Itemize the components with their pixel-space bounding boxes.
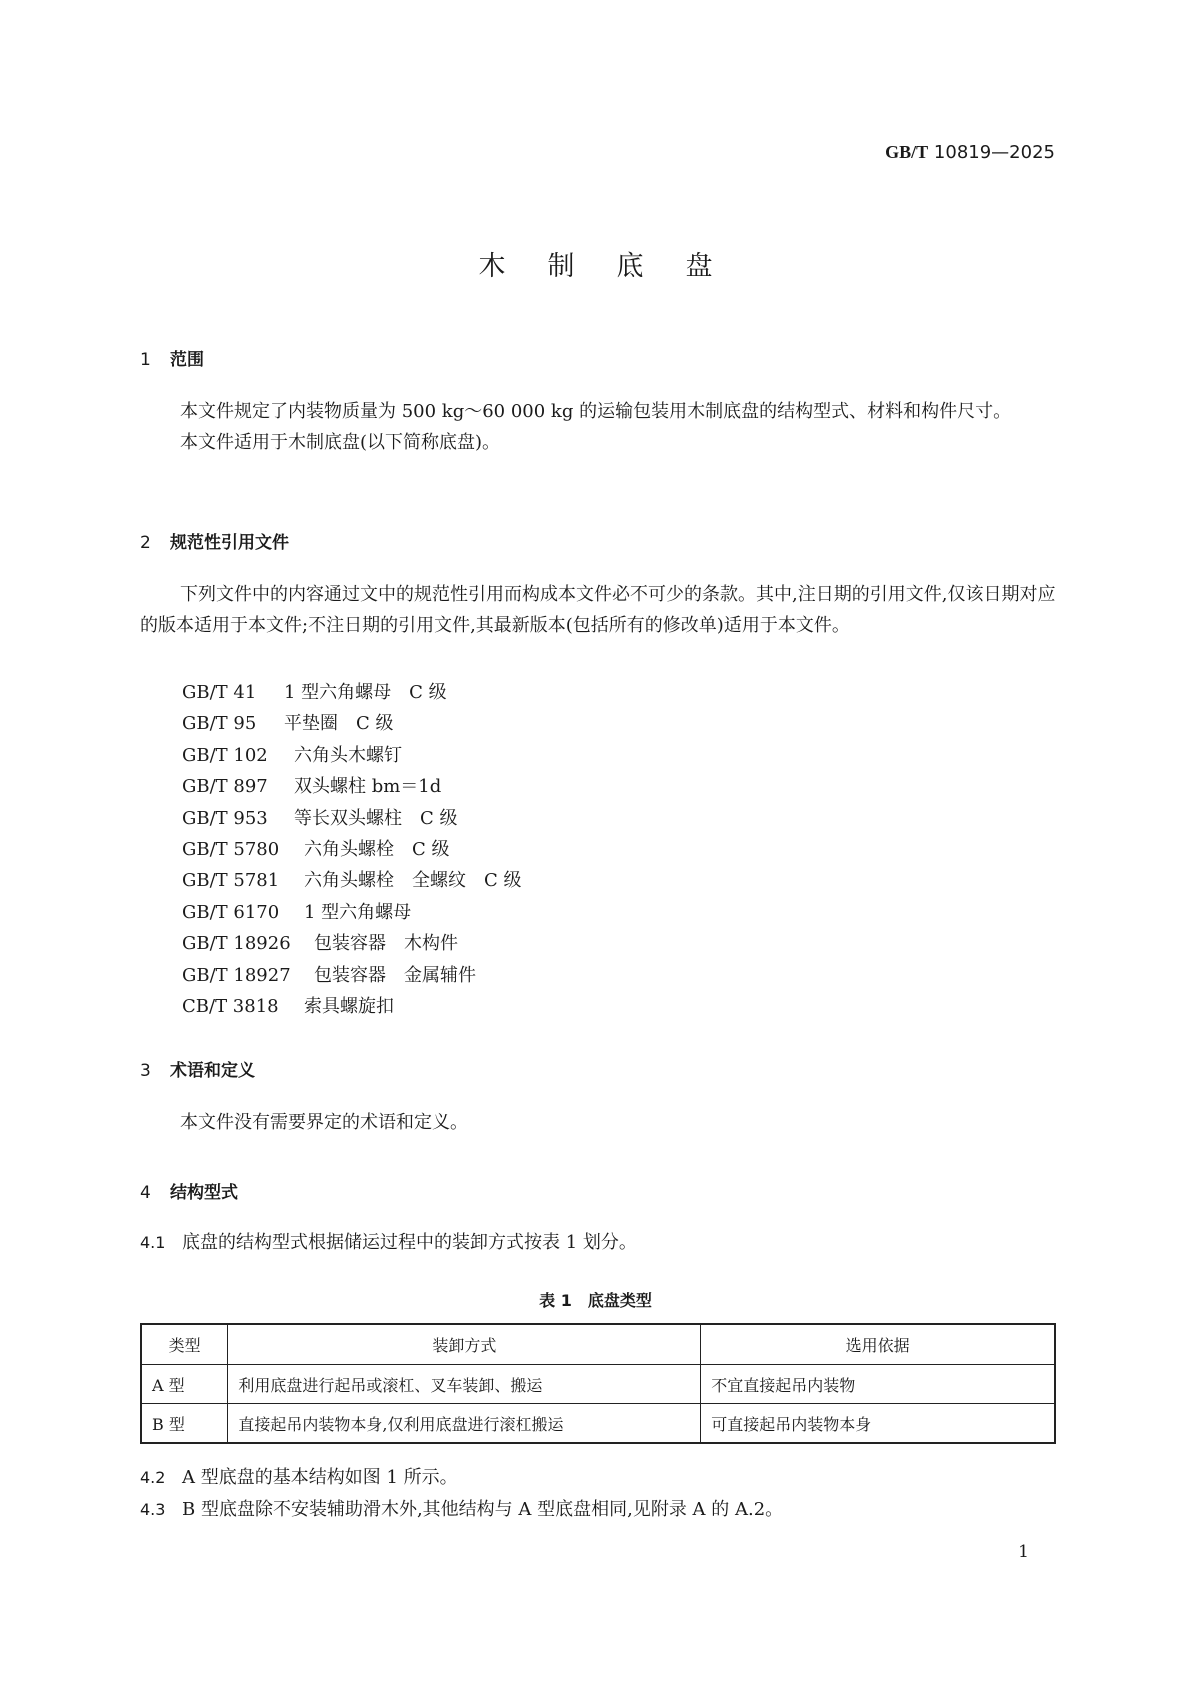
ref-code: GB/T 41 [182,682,257,703]
paragraph: 本文件规定了内装物质量为 500 kg～60 000 kg 的运输包装用木制底盘的结构型式、材料和构件尺寸。 [180,401,1012,422]
clause-4-1 [140,1227,637,1258]
section-1-body [140,396,1056,458]
ref-code: GB/T 18926 [182,933,291,955]
ref-code: GB/T 102 [182,744,268,766]
clause-number: 4.2 [140,1468,166,1487]
section-title: 术语和定义 [170,1061,255,1081]
page-number: 1 [1018,1542,1029,1562]
ref-name: 六角头螺栓 全螺纹 C 级 [304,870,522,892]
section-1-heading [140,345,204,370]
section-number: 4 [140,1183,151,1203]
list-item [182,897,522,928]
ref-code: GB/T 95 [182,713,257,735]
ref-name: 索具螺旋扣 [304,995,394,1017]
section-title: 结构型式 [170,1183,238,1203]
list-item [182,928,522,959]
table-caption: 表 1 底盘类型 [539,1291,652,1310]
standard-prefix: GB/T [885,142,929,162]
ref-name: 六角头螺栓 C 级 [304,838,450,860]
normative-reference-list [182,677,522,1022]
section-title: 规范性引用文件 [170,533,289,553]
table-header-cell: 类型 [141,1324,228,1365]
clause-4-3 [140,1494,783,1525]
list-item [182,677,522,708]
table-cell: 不宜直接起吊内装物 [701,1365,1055,1404]
ref-code: GB/T 953 [182,807,268,829]
section-number: 2 [140,533,151,553]
list-item [182,740,522,771]
list-item [182,991,522,1022]
section-2-heading [140,528,289,553]
ref-code: GB/T 18927 [182,964,291,986]
list-item [182,771,522,802]
section-number: 1 [140,350,151,370]
ref-code: CB/T 3818 [182,995,279,1017]
section-3-heading [140,1056,255,1081]
list-item [182,834,522,865]
list-item [182,803,522,834]
table-cell: 可直接起吊内装物本身 [701,1404,1055,1444]
standard-number [885,142,1055,163]
vehicle-types-table [140,1323,1056,1444]
table-cell: B 型 [141,1404,228,1444]
table-row [141,1365,1055,1404]
clause-text: A 型底盘的基本结构如图 1 所示。 [182,1467,458,1488]
table-cell: A 型 [141,1365,228,1404]
table-cell: 直接起吊内装物本身,仅利用底盘进行滚杠搬运 [228,1404,701,1444]
list-item [182,708,522,739]
document-title: 木制底盘 [478,251,755,282]
table-header-cell: 选用依据 [701,1324,1055,1365]
ref-code: GB/T 5780 [182,838,280,860]
ref-name: 包装容器 金属辅件 [314,964,476,986]
table-header-cell: 装卸方式 [228,1324,701,1365]
ref-code: GB/T 897 [182,776,268,798]
section-3-body [140,1107,1056,1138]
section-number: 3 [140,1061,151,1081]
ref-name: 包装容器 木构件 [314,933,458,955]
table-cell: 利用底盘进行起吊或滚杠、叉车装卸、搬运 [228,1365,701,1404]
clause-text: 底盘的结构型式根据储运过程中的装卸方式按表 1 划分。 [182,1232,637,1253]
clause-4-2 [140,1462,458,1493]
list-item [182,865,522,896]
standard-code: 10819—2025 [933,142,1055,163]
paragraph: 本文件适用于木制底盘(以下简称底盘)。 [180,432,501,453]
clause-number: 4.3 [140,1500,166,1519]
ref-name: 1 型六角螺母 [304,901,412,923]
ref-name: 平垫圈 C 级 [284,713,394,735]
section-title: 范围 [170,350,204,370]
ref-name: 六角头木螺钉 [294,744,402,766]
paragraph: 本文件没有需要界定的术语和定义。 [180,1112,468,1133]
section-4-heading [140,1178,238,1203]
paragraph: 下列文件中的内容通过文中的规范性引用而构成本文件必不可少的条款。其中,注日期的引用文件,仅该日期对应的版本适用于本文件;不注日期的引用文件,其最新版本(包括所有的修改单)适用于本文件。 [140,584,1056,636]
ref-name: 1 型六角螺母 C 级 [284,682,447,703]
ref-name: 等长双头螺柱 C 级 [294,807,458,829]
list-item [182,960,522,991]
ref-code: GB/T 6170 [182,901,280,923]
clause-number: 4.1 [140,1233,166,1252]
table-header-row [141,1324,1055,1365]
table-row [141,1404,1055,1444]
section-2-body [140,579,1056,641]
clause-text: B 型底盘除不安装辅助滑木外,其他结构与 A 型底盘相同,见附录 A 的 A.2。 [182,1499,784,1520]
ref-code: GB/T 5781 [182,870,280,892]
ref-name: 双头螺柱 bm＝1d [294,776,442,798]
